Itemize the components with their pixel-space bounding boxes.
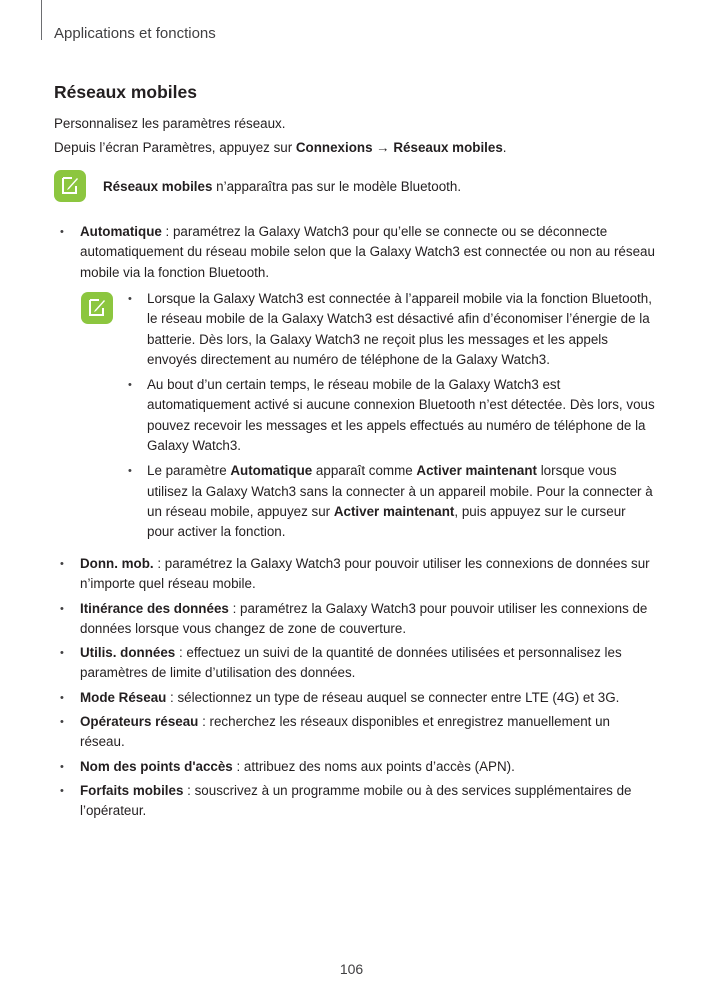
list-item-itinerance — [60, 599, 656, 640]
item-term: Itinérance des données — [80, 600, 229, 616]
bullet-dot: • — [60, 716, 64, 729]
bullet-list-auto — [60, 222, 656, 283]
list-item-donn-mob — [60, 554, 656, 595]
page-number: 106 — [339, 961, 364, 977]
note-item-text: Lorsque la Galaxy Watch3 est connectée à l’appareil mobile via la fonction Bluetooth, le réseau mobile de la Galaxy Watch3 est désactivé afin d’économiser l’énergie de la batterie. Dès lors, la Galaxy Watch3 ne reçoit plus les messages et les appels envoyés directement au numéro de téléphone de la Galaxy Watch3. — [147, 291, 652, 367]
list-item-points-acces — [60, 757, 656, 777]
margin-rule — [41, 0, 42, 40]
settings-path — [54, 140, 507, 155]
item-text: : attribuez des noms aux points d’accès (APN). — [232, 758, 515, 774]
text-run: Le paramètre — [147, 463, 231, 479]
note-sub-list — [128, 289, 656, 548]
bullet-dot: • — [60, 784, 64, 797]
path-suffix: . — [502, 140, 507, 155]
list-item-mode-reseau — [60, 688, 656, 708]
list-item-automatique — [60, 222, 656, 283]
bullet-list-settings — [60, 554, 656, 822]
note-pencil-icon — [81, 292, 113, 324]
note-pencil-icon — [54, 170, 86, 202]
item-term: Utilis. données — [80, 645, 176, 661]
bullet-dot: • — [60, 760, 64, 773]
running-header: Applications et fonctions — [54, 25, 216, 42]
item-term: Automatique — [80, 224, 162, 239]
text-run: apparaît comme — [312, 463, 417, 479]
note-item-bluetooth — [128, 289, 656, 370]
path-step-connexions: Connexions — [295, 140, 373, 155]
item-text: : recherchez les réseaux disponibles et enregistrez manuellement un réseau. — [80, 714, 610, 750]
item-text: : paramétrez la Galaxy Watch3 pour pouvoir utiliser les connexions de données sur n’importe quel réseau mobile. — [80, 556, 650, 592]
item-text: : paramétrez la Galaxy Watch3 pour pouvoir utiliser les connexions de données lorsque vous changez de zone de couverture. — [80, 600, 648, 636]
note-term: Réseaux mobiles — [103, 179, 213, 194]
list-item-operateurs — [60, 712, 656, 753]
item-term: Donn. mob. — [80, 556, 154, 571]
bullet-dot: • — [128, 465, 132, 478]
path-arrow: → — [372, 140, 394, 155]
intro-text: Personnalisez les paramètres réseaux. — [54, 116, 286, 131]
note-bluetooth-model — [103, 179, 461, 194]
bullet-dot: • — [128, 379, 132, 392]
text-run: lorsque vous utilisez la Galaxy Watch3 sans la connecter à un appareil mobile. Pour la connecter à un réseau mobile, appuyez sur — [147, 463, 653, 519]
term-activer-maintenant: Activer maintenant — [333, 503, 455, 519]
note-body: n’apparaîtra pas sur le modèle Bluetooth. — [212, 179, 462, 194]
item-term: Nom des points d'accès — [80, 758, 233, 774]
bullet-dot: • — [60, 647, 64, 660]
bullet-dot: • — [60, 691, 64, 704]
section-title: Réseaux mobiles — [54, 82, 197, 102]
item-term: Mode Réseau — [80, 689, 167, 705]
term-activer-maintenant: Activer maintenant — [416, 463, 537, 479]
item-term: Opérateurs réseau — [80, 714, 199, 730]
note-item-timeout — [128, 375, 656, 456]
bullet-dot: • — [60, 602, 64, 615]
path-step-reseaux: Réseaux mobiles — [393, 140, 503, 155]
item-text: : paramétrez la Galaxy Watch3 pour qu’elle se connecte ou se déconnecte automatiquement du réseau mobile selon que la Galaxy Watch3 est connectée ou non au réseau mobile via la fonction Bluetooth. — [80, 224, 655, 280]
item-term: Forfaits mobiles — [80, 782, 184, 798]
bullet-dot: • — [60, 226, 64, 238]
item-text: : sélectionnez un type de réseau auquel se connecter entre LTE (4G) et 3G. — [166, 689, 620, 705]
bullet-dot: • — [128, 293, 132, 305]
item-text: : souscrivez à un programme mobile ou à des services supplémentaires de l’opérateur. — [80, 782, 632, 819]
list-item-utilis-donnees — [60, 643, 656, 684]
item-text: : effectuez un suivi de la quantité de données utilisées et personnalisez les paramètres de limite d’utilisation des données. — [80, 645, 622, 681]
text-run: , puis appuyez sur le curseur pour activer la fonction. — [147, 503, 626, 540]
note-item-text: Au bout d’un certain temps, le réseau mobile de la Galaxy Watch3 est automatiquement activé si aucune connexion Bluetooth n’est détectée. Dès lors, vous pouvez recevoir les messages et les appels effectués au numéro de téléphone de la Galaxy Watch3. — [147, 377, 655, 454]
path-prefix: Depuis l’écran Paramètres, appuyez sur — [54, 140, 296, 155]
term-automatique: Automatique — [230, 463, 313, 479]
note-item-activate — [128, 461, 656, 542]
bullet-dot: • — [60, 558, 64, 570]
list-item-forfaits — [60, 781, 656, 822]
